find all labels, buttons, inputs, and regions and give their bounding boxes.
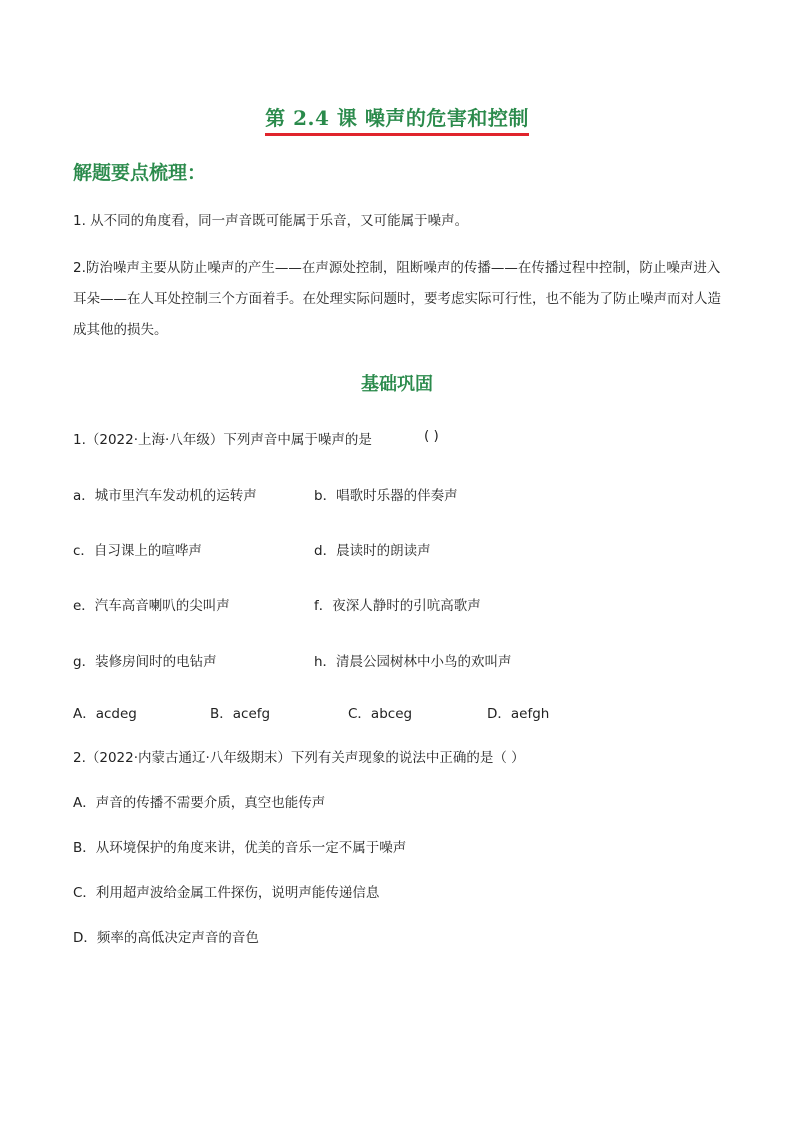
q2-stem: 2.（2022·内蒙古通辽·八年级期末）下列有关声现象的说法中正确的是（ ） <box>73 750 525 766</box>
q1-item-e: e．汽车高音喇叭的尖叫声 <box>73 598 230 614</box>
q1-answer-paren: ( ) <box>424 428 439 444</box>
q1-item-d: d．晨读时的朗读声 <box>314 543 431 559</box>
q2-option-c: C．利用超声波给金属工件探伤，说明声能传递信息 <box>73 885 380 901</box>
q1-item-g: g．装修房间时的电钻声 <box>73 654 217 670</box>
q1-item-h: h．清晨公园树林中小鸟的欢叫声 <box>314 654 512 670</box>
q1-option-d: D．aefgh <box>487 706 550 722</box>
key-points-heading: 解题要点梳理： <box>73 162 207 184</box>
section-heading: 基础巩固 <box>361 374 433 395</box>
key-point-1: 1. 从不同的角度看，同一声音既可能属于乐音，又可能属于噪声。 <box>73 213 469 229</box>
q1-item-f: f．夜深人静时的引吭高歌声 <box>314 598 481 614</box>
q2-option-b: B．从环境保护的角度来讲，优美的音乐一定不属于噪声 <box>73 840 407 856</box>
lesson-title: 第 2.4 课 噪声的危害和控制 <box>265 102 529 136</box>
q1-item-c: c．自习课上的喧哗声 <box>73 543 202 559</box>
lesson-title-wrap <box>0 102 794 136</box>
q1-option-a: A．acdeg <box>73 706 137 722</box>
q2-option-a: A．声音的传播不需要介质，真空也能传声 <box>73 795 326 811</box>
q1-item-b: b．唱歌时乐器的伴奏声 <box>314 488 458 504</box>
key-point-2: 2.防治噪声主要从防止噪声的产生——在声源处控制，阻断噪声的传播——在传播过程中控制，防止噪声进入耳朵——在人耳处控制三个方面着手。在处理实际问题时，要考虑实际可行性，也不能为了防止噪声而对人造成其他的损失。 <box>73 260 721 338</box>
q2-option-d: D．频率的高低决定声音的音色 <box>73 930 259 946</box>
q1-item-a: a．城市里汽车发动机的运转声 <box>73 488 257 504</box>
q1-option-c: C．abceg <box>348 706 413 722</box>
q1-option-b: B．acefg <box>210 706 271 722</box>
q1-stem: 1.（2022·上海·八年级）下列声音中属于噪声的是 <box>73 432 372 448</box>
